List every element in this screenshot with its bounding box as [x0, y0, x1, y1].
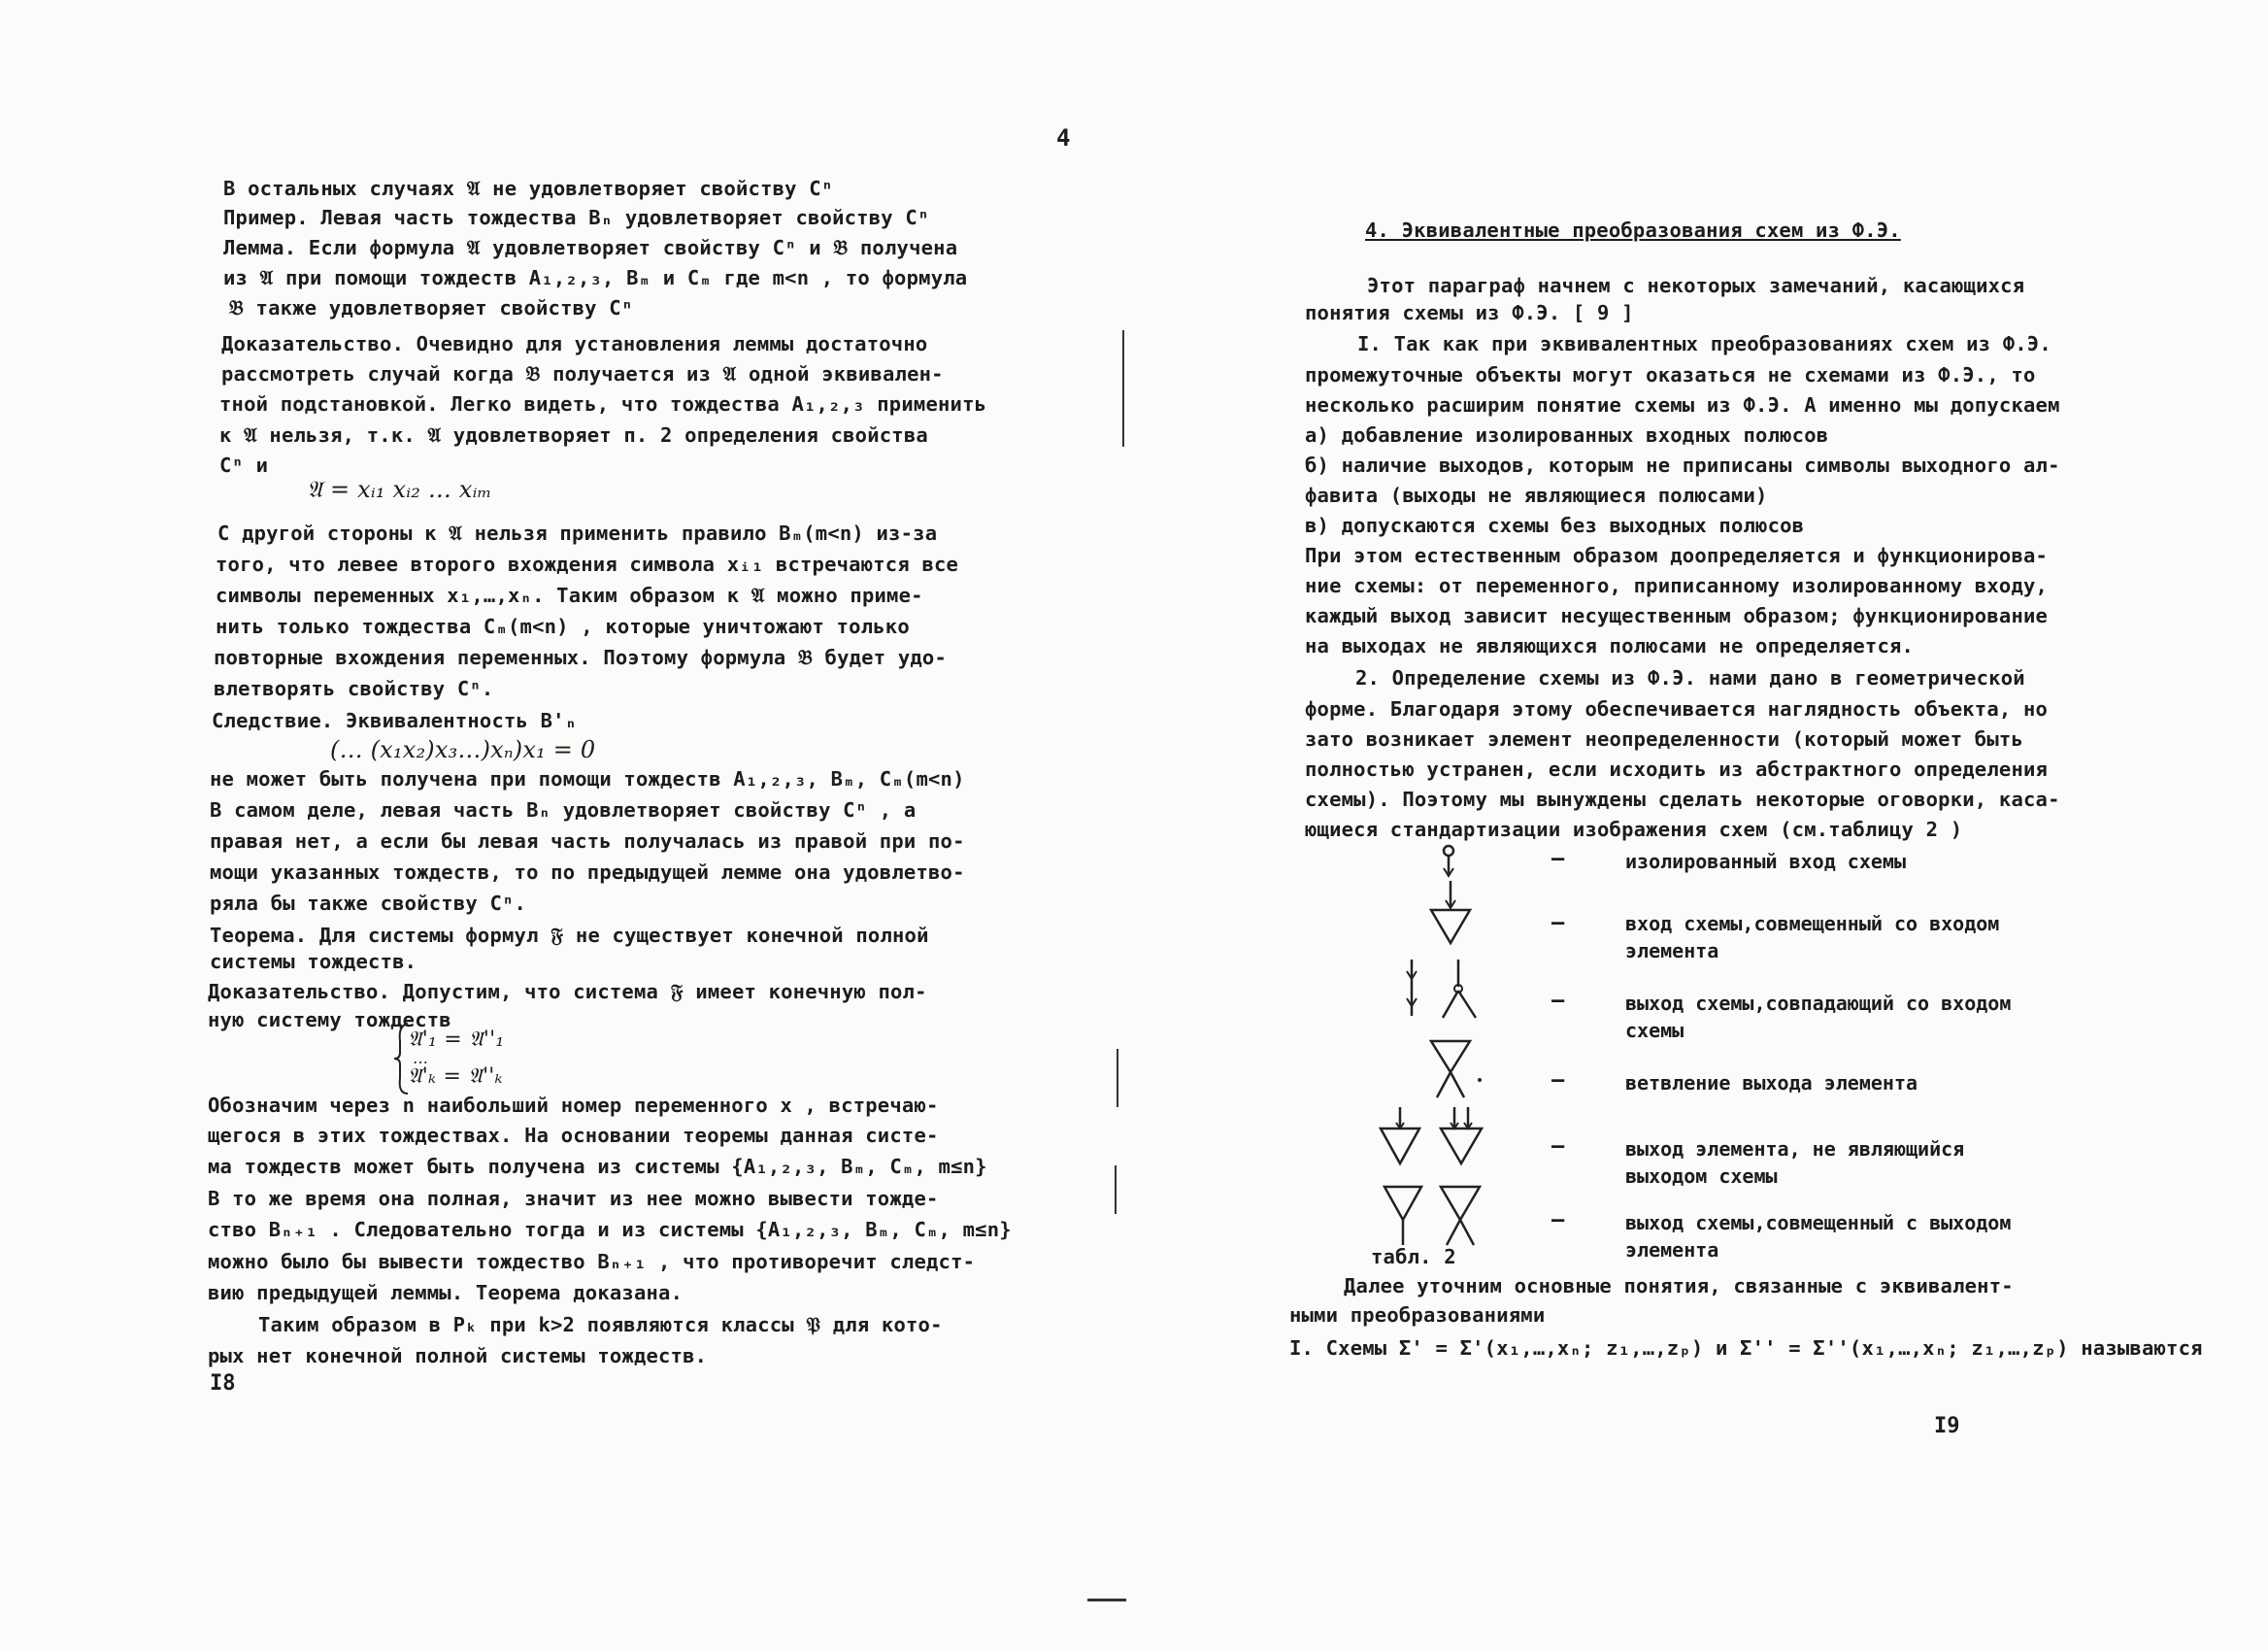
text-line: понятия схемы из Ф.Э. [ 9 ] — [1305, 301, 1634, 324]
text-line: Cⁿ и — [219, 454, 269, 477]
text-line: Пример. Левая часть тождества Bₙ удовлетворяет свойству Cⁿ — [223, 206, 930, 229]
gutter-mark — [1117, 1049, 1118, 1107]
text-line: ство Bₙ₊₁ . Следовательно тогда и из системы {A₁,₂,₃, Bₘ, Cₘ, m≤n} — [208, 1218, 1012, 1241]
text-line: нить только тождества Cₘ(m<n) , которые уничтожают только — [216, 615, 910, 638]
table-desc: изолированный вход схемы — [1625, 850, 1906, 873]
text-line: в) допускаются схемы без выходных полюсов — [1305, 514, 1805, 537]
text-line: символы переменных x₁,…,xₙ. Таким образом к 𝔄 можно приме- — [216, 584, 923, 607]
text-line: рых нет конечной полной системы тождеств. — [208, 1344, 708, 1367]
text-line: В самом деле, левая часть Bₙ удовлетворяет свойству Cⁿ , а — [210, 798, 917, 822]
text-line: повторные вхождения переменных. Поэтому формула 𝔅 будет удо- — [214, 646, 947, 669]
formula: (… (x₁x₂)x₃…)xₙ)x₁ = 0 — [330, 736, 596, 763]
table-dash: — — [1551, 847, 1565, 871]
text-line: Доказательство. Очевидно для установления леммы достаточно — [221, 332, 928, 355]
branching-symbol — [1423, 1037, 1501, 1105]
table-desc: выходом схемы — [1625, 1164, 1778, 1188]
text-line: Следствие. Эквивалентность B'ₙ — [212, 709, 578, 732]
text-line: несколько расширим понятие схемы из Ф.Э. А именно мы допускаем — [1305, 393, 2060, 417]
text-line: Доказательство. Допустим, что система 𝔉 имеет конечную пол- — [208, 980, 927, 1003]
element-output-symbol — [1373, 1105, 1499, 1175]
text-line: каждый выход зависит несущественным образом; функционирование — [1305, 604, 2049, 627]
top-mark: 4 — [1056, 124, 1071, 152]
table-desc: выход элемента, не являющийся — [1625, 1137, 1965, 1161]
page-number: I9 — [1934, 1414, 1960, 1438]
text-line: щегося в этих тождествах. На основании теоремы данная систе- — [208, 1124, 939, 1147]
table-desc: схемы — [1625, 1019, 1684, 1042]
text-line: схемы). Поэтому мы вынуждены сделать некоторые оговорки, каса- — [1305, 788, 2060, 811]
text-line: ряла бы также свойству Cⁿ. — [210, 892, 527, 915]
text-line: Этот параграф начнем с некоторых замечаний, касающихся — [1367, 274, 2025, 297]
text-line: можно было бы вывести тождество Bₙ₊₁ , что противоречит следст- — [208, 1250, 976, 1273]
text-line: Таким образом в Pₖ при k>2 появляются классы 𝔓 для кото- — [258, 1313, 943, 1336]
text-line: С другой стороны к 𝔄 нельзя применить правило Bₘ(m<n) из-за — [217, 522, 938, 545]
table-desc: выход схемы,совпадающий со входом — [1625, 992, 2012, 1015]
text-line: мощи указанных тождеств, то по предыдущей лемме она удовлетво- — [210, 860, 965, 884]
text-line: б) наличие выходов, которым не приписаны символы выходного ал- — [1305, 454, 2060, 477]
gutter-mark — [1122, 330, 1124, 447]
text-line: I. Схемы Σ' = Σ'(x₁,…,xₙ; z₁,…,zₚ) и Σ'' = Σ''(x₁,…,xₙ; z₁,…,zₚ) называются — [1289, 1336, 2203, 1360]
input-element-symbol — [1421, 879, 1480, 949]
text-line: I. Так как при эквивалентных преобразованиях схем из Ф.Э. — [1357, 332, 2051, 355]
text-line: ную систему тождеств — [208, 1008, 451, 1031]
text-line: ными преобразованиями — [1289, 1303, 1546, 1327]
table-dash: — — [1551, 1208, 1565, 1232]
table-desc: элемента — [1625, 939, 1719, 962]
text-line: на выходах не являющихся полюсами не определяется. — [1305, 634, 1915, 657]
text-line: ющиеся стандартизации изображения схем (см.таблицу 2 ) — [1305, 818, 1963, 841]
page-number: I8 — [210, 1371, 236, 1396]
text-line: фавита (выходы не являющиеся полюсами) — [1305, 484, 1768, 507]
formula: 𝔄'₁ = 𝔄''₁ — [408, 1028, 505, 1052]
text-line: Обозначим через n наибольший номер переменного x , встречаю- — [208, 1094, 939, 1117]
output-element-symbol — [1377, 1183, 1503, 1253]
text-line: 𝔅 также удовлетворяет свойству Cⁿ — [229, 296, 634, 320]
text-line: При этом естественным образом доопределяется и функционирова- — [1305, 544, 2049, 567]
table-desc: выход схемы,совмещенный с выходом — [1625, 1211, 2012, 1234]
section-heading: 4. Эквивалентные преобразования схем из Ф.Э. — [1365, 219, 1901, 242]
table-caption: табл. 2 — [1371, 1245, 1456, 1268]
text-line: не может быть получена при помощи тождеств A₁,₂,₃, Bₘ, Cₘ(m<n) — [210, 767, 965, 791]
text-line: форме. Благодаря этому обеспечивается наглядность объекта, но — [1305, 697, 2049, 721]
text-line: В остальных случаях 𝔄 не удовлетворяет свойству Cⁿ — [223, 177, 834, 200]
table-dash: — — [1551, 1134, 1565, 1159]
output-input-symbol — [1398, 958, 1505, 1026]
formula: 𝔄'ₖ = 𝔄''ₖ — [408, 1064, 503, 1089]
text-line: Лемма. Если формула 𝔄 удовлетворяет свойству Cⁿ и 𝔅 получена — [223, 236, 958, 259]
text-line: к 𝔄 нельзя, т.к. 𝔄 удовлетворяет п. 2 определения свойства — [219, 423, 928, 447]
text-line: В то же время она полная, значит из нее можно вывести тожде- — [208, 1187, 939, 1210]
formula: … — [413, 1049, 429, 1067]
text-line: вию предыдущей леммы. Теорема доказана. — [208, 1281, 684, 1304]
text-line: зато возникает элемент неопределенности (который может быть — [1305, 727, 2023, 751]
text-line: рассмотреть случай когда 𝔅 получается из 𝔄 одной эквивален- — [221, 362, 944, 386]
brace — [392, 1022, 412, 1095]
text-line: промежуточные объекты могут оказаться не схемами из Ф.Э., то — [1305, 363, 2036, 387]
gutter-mark — [1087, 1599, 1126, 1601]
gutter-mark — [1115, 1165, 1117, 1214]
text-line: правая нет, а если бы левая часть получалась из правой при по- — [210, 829, 965, 853]
text-line: ма тождеств может быть получена из системы {A₁,₂,₃, Bₘ, Cₘ, m≤n} — [208, 1155, 987, 1178]
table-desc: ветвление выхода элемента — [1625, 1071, 1918, 1095]
text-line: Далее уточним основные понятия, связанные с эквивалент- — [1344, 1274, 2014, 1297]
table-desc: вход схемы,совмещенный со входом — [1625, 912, 2000, 935]
text-line: 2. Определение схемы из Ф.Э. нами дано в геометрической — [1355, 666, 2025, 690]
text-line: полностью устранен, если исходить из абстрактного определения — [1305, 758, 2049, 781]
text-line: системы тождеств. — [210, 950, 417, 973]
right-page — [1056, 0, 2268, 1651]
text-line: влетворять свойству Cⁿ. — [214, 677, 494, 700]
text-line: из 𝔄 при помощи тождеств A₁,₂,₃, Bₘ и Cₘ где m<n , то формула — [223, 266, 968, 289]
text-line: того, что левее второго вхождения символа xᵢ₁ встречаются все — [216, 553, 959, 576]
table-dash: — — [1551, 911, 1565, 935]
table-dash: — — [1551, 989, 1565, 1013]
table-dash: — — [1551, 1068, 1565, 1093]
table-desc: элемента — [1625, 1238, 1719, 1262]
text-line: ние схемы: от переменного, приписанному изолированному входу, — [1305, 574, 2049, 597]
text-line: Теорема. Для системы формул 𝔉 не существует конечной полной — [210, 924, 929, 947]
text-line: тной подстановкой. Легко видеть, что тождества A₁,₂,₃ применить — [219, 392, 987, 416]
formula: 𝔄 = xᵢ₁ xᵢ₂ … xᵢₘ — [307, 476, 492, 503]
text-line: а) добавление изолированных входных полюсов — [1305, 423, 1829, 447]
